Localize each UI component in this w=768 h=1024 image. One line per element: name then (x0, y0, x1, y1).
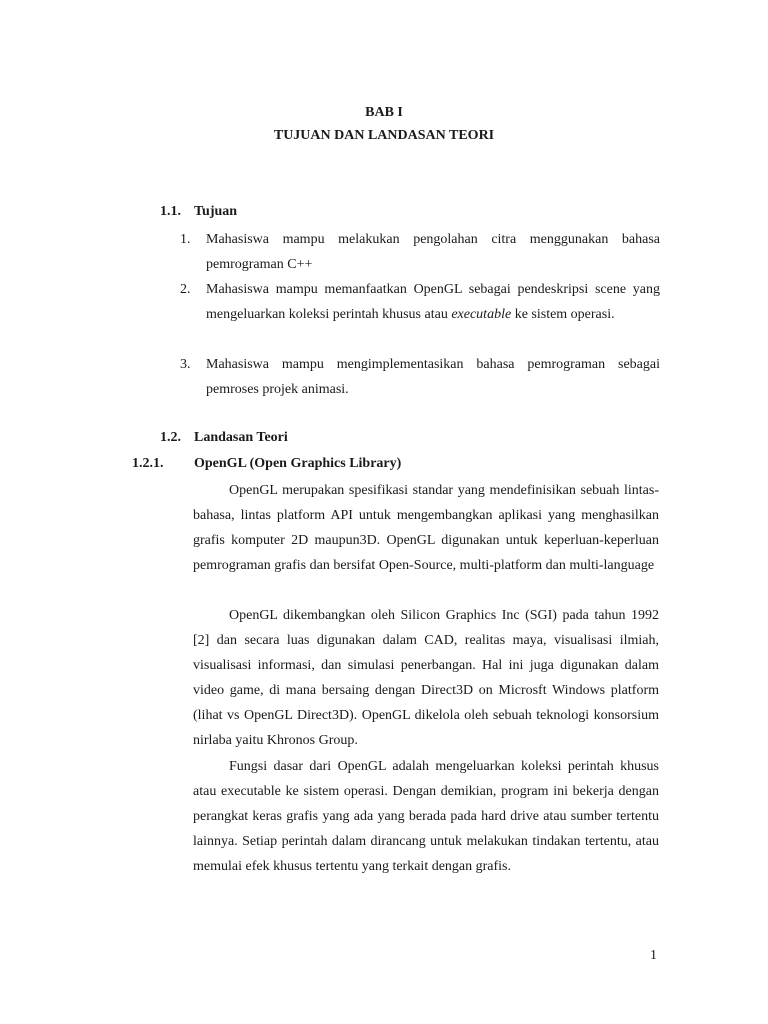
paragraph: OpenGL merupakan spesifikasi standar yang mendefinisikan sebuah lintas-bahasa, lintas platform API untuk mengembangkan aplikasi yang menghasilkan grafis komputer 2D maupun3D. OpenGL digunakan untuk keperluan-keperluan pemrograman grafis dan bersifat Open-Source, multi-platform dan multi-language (193, 483, 659, 573)
section-number: 1.1. (160, 204, 181, 219)
list-item (180, 227, 660, 277)
paragraph: Fungsi dasar dari OpenGL adalah mengeluarkan koleksi perintah khusus atau executable ke sistem operasi. Dengan demikian, program ini bekerja dengan perangkat keras grafis yang ada yang berada pada hard drive atau sumber tertentu lainnya. Setiap perintah dalam dirancang untuk melakukan tindakan tertentu, atau memulai efek khusus tertentu yang terkait dengan grafis. (193, 759, 659, 874)
list-number: 1. (180, 232, 191, 247)
section-number: 1.2.1. (132, 456, 164, 471)
list-item (180, 277, 660, 327)
list-item (180, 352, 660, 402)
list-text: Mahasiswa mampu memanfaatkan OpenGL sebagai pendeskripsi scene yang mengeluarkan koleksi perintah khusus atau executable ke sistem operasi. (206, 282, 660, 322)
section-title: Tujuan (194, 204, 238, 219)
section-number: 1.2. (160, 430, 181, 445)
chapter-label: BAB I (365, 105, 403, 120)
section-title: OpenGL (Open Graphics Library) (194, 456, 402, 471)
page-number: 1 (650, 948, 657, 963)
list-number: 2. (180, 282, 191, 297)
italic-term: executable (451, 307, 512, 322)
list-text: Mahasiswa mampu melakukan pengolahan citra menggunakan bahasa pemrograman C++ (206, 232, 660, 272)
section-title: Landasan Teori (194, 430, 288, 445)
section-heading-1-2 (160, 430, 288, 446)
list-text: Mahasiswa mampu mengimplementasikan bahasa pemrograman sebagai pemroses projek animasi. (206, 357, 660, 397)
section-heading-1-1 (160, 204, 237, 220)
list-number: 3. (180, 357, 191, 372)
section-heading-1-2-1 (132, 456, 401, 472)
chapter-title: TUJUAN DAN LANDASAN TEORI (273, 128, 495, 143)
paragraph: OpenGL dikembangkan oleh Silicon Graphics Inc (SGI) pada tahun 1992 [2] dan secara luas digunakan dalam CAD, realitas maya, visualisasi ilmiah, visualisasi informasi, dan simulasi penerbangan. Hal ini juga digunakan dalam video game, di mana bersaing dengan Direct3D on Microsft Windows platform (lihat vs OpenGL Direct3D). OpenGL dikelola oleh sebuah teknologi konsorsium nirlaba yaitu Khronos Group. (193, 608, 659, 748)
